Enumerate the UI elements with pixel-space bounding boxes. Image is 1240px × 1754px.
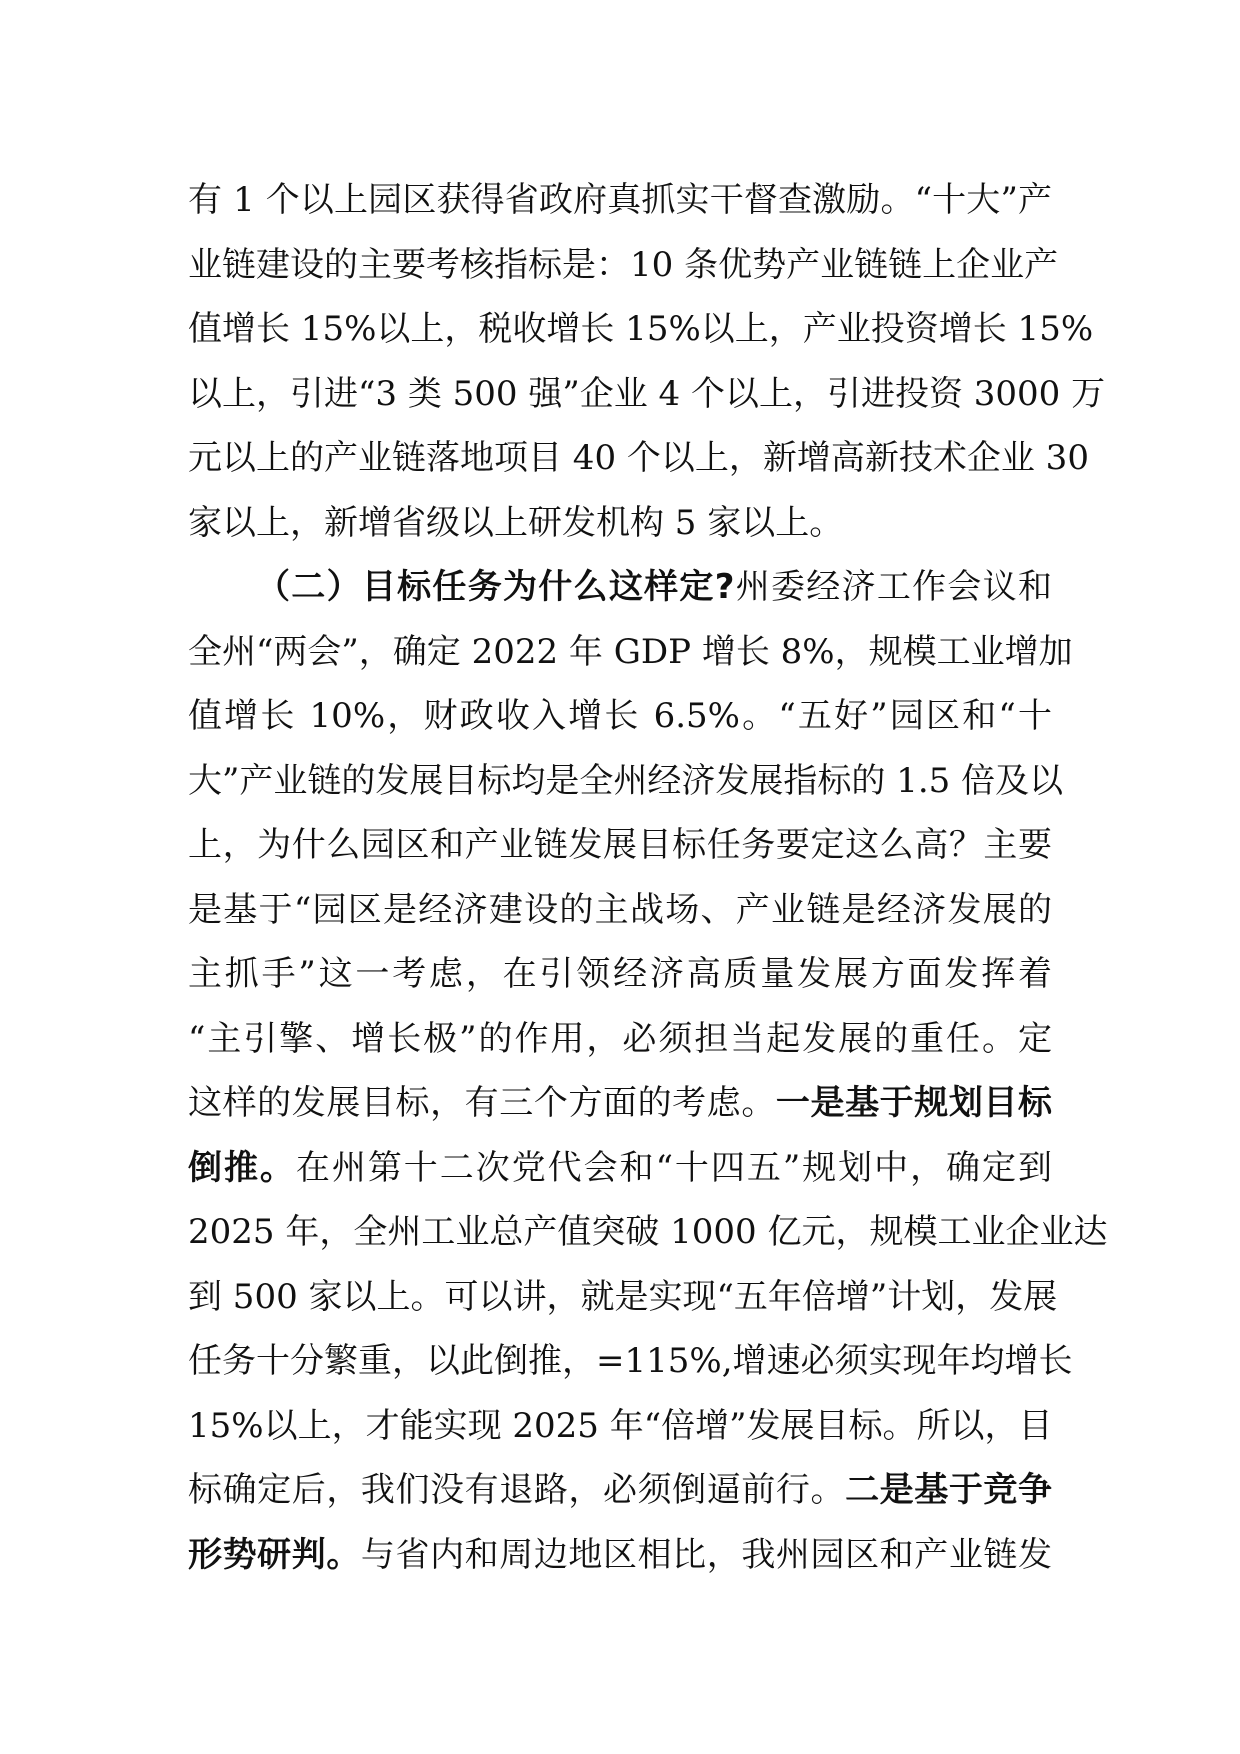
text-line [188,620,1073,685]
text-segment: 15%以上，才能实现 2025 年“倍增”发展目标。所以，目 [188,1405,1053,1446]
emphasis-text: 倒推。 [188,1147,296,1188]
text-segment: 业链建设的主要考核指标是：10 条优势产业链链上企业产 [188,244,1059,285]
emphasis-text: 一是基于规划目标 [775,1083,1053,1123]
text-line [188,1458,1052,1523]
section-heading: （二）目标任务为什么这样定? [256,567,735,607]
text-segment: 与省内和周边地区相比，我州园区和产业链发 [360,1534,1053,1575]
text-line [188,1136,1052,1201]
text-segment: 2025 年，全州工业总产值突破 1000 亿元，规模工业企业达 [188,1212,1108,1252]
emphasis-text: 形势研判。 [188,1534,361,1575]
text-segment: 值增长 10%，财政收入增长 6.5%。“五好”园区和“十 [188,696,1052,736]
text-line [188,362,1106,427]
text-line [188,1394,1052,1459]
text-segment: 有 1 个以上园区获得省政府真抓实干督查激励。“十大”产 [188,180,1052,220]
section-heading-line [188,555,1052,620]
text-segment: 到 500 家以上。可以讲，就是实现“五年倍增”计划，发展 [188,1276,1058,1317]
text-line [188,491,1052,556]
text-segment: 以上，引进“3 类 500 强”企业 4 个以上，引进投资 3000 万 [188,373,1106,414]
text-segment: 任务十分繁重，以此倒推，=115%,增速必须实现年均增长 [188,1341,1073,1381]
text-segment: 元以上的产业链落地项目 40 个以上，新增高新技术企业 30 [188,438,1089,478]
emphasis-text: 二是基于竞争 [845,1470,1053,1510]
text-line [188,1007,1052,1072]
text-segment: 主抓手”这一考虑，在引领经济高质量发展方面发挥着 [188,954,1052,994]
text-line [188,1200,1108,1265]
text-segment: 标确定后，我们没有退路，必须倒逼前行。 [188,1470,846,1510]
text-line [188,813,1052,878]
text-segment: 值增长 15%以上，税收增长 15%以上，产业投资增长 15% [188,309,1094,349]
text-segment: 家以上，新增省级以上研发机构 5 家以上。 [188,502,844,543]
text-line [188,1071,1052,1136]
text-segment: 是基于“园区是经济建设的主战场、产业链是经济发展的 [188,889,1052,930]
text-segment: 大”产业链的发展目标均是全州经济发展指标的 1.5 倍及以 [188,760,1064,801]
text-line [188,684,1052,749]
text-segment: “主引擎、增长极”的作用，必须担当起发展的重任。定 [188,1018,1052,1059]
text-segment: 在州第十二次党代会和“十四五”规划中，确定到 [295,1147,1052,1188]
text-line [188,942,1052,1007]
text-line [188,233,1059,298]
text-line [188,1265,1058,1330]
text-line [188,878,1052,943]
document-page [188,168,1108,1587]
text-segment: 上，为什么园区和产业链发展目标任务要定这么高？主要 [188,825,1052,865]
text-line [188,1329,1073,1394]
text-line [188,297,1094,362]
text-line [188,1523,1052,1588]
text-segment: 这样的发展目标，有三个方面的考虑。 [188,1083,776,1123]
text-line [188,426,1089,491]
text-segment: 全州“两会”，确定 2022 年 GDP 增长 8%，规模工业增加 [188,631,1073,672]
text-line [188,749,1064,814]
text-line [188,168,1052,233]
text-segment: 州委经济工作会议和 [734,567,1053,607]
